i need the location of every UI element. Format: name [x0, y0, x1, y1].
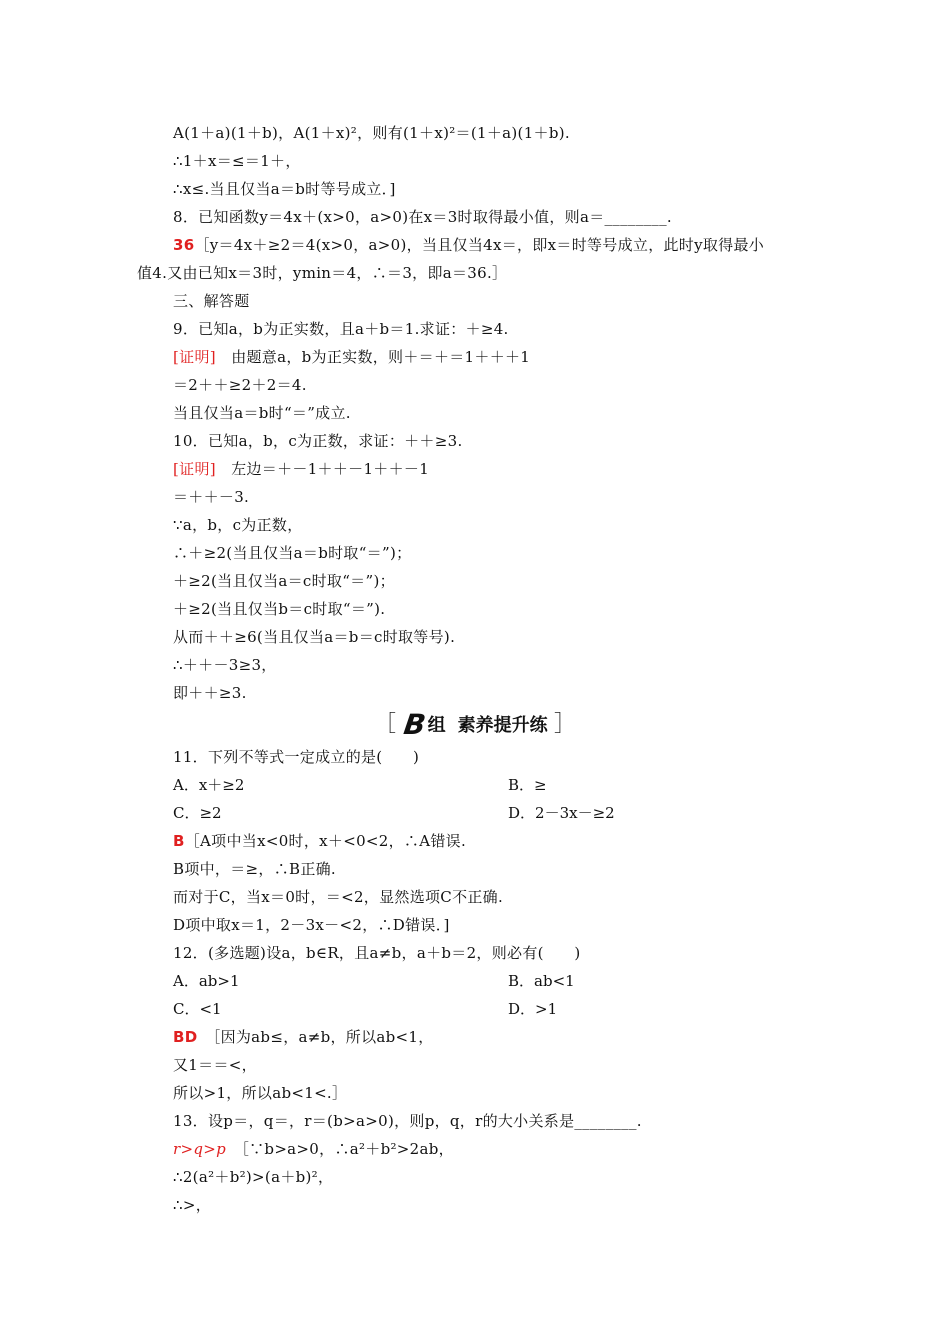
text-line: [173, 207, 672, 227]
line-text: 左边＝＋－1＋＋－1＋＋－1: [215, 460, 430, 478]
answer-label: [证明]: [173, 348, 216, 366]
text-line: [173, 1027, 434, 1047]
answer-label: B: [173, 832, 185, 850]
text-line: [173, 375, 307, 395]
text-line: [173, 515, 303, 535]
line-text: ＋≥2(当且仅当a＝c时取“＝”)；: [173, 572, 395, 590]
line-text: ［因为ab≤，a≠b，所以ab<1，: [197, 1028, 434, 1046]
answer-label: 36: [173, 236, 195, 254]
text-line: [173, 571, 395, 591]
line-text: B项中，＝≥，∴B正确.: [173, 860, 336, 878]
q12-option-b: B．ab<1: [508, 972, 575, 990]
text-line: [173, 1167, 333, 1187]
text-line: [173, 123, 570, 143]
q11-option-a: A．x＋≥2: [173, 776, 245, 794]
line-text: ∴2(a²＋b²)>(a＋b)²，: [173, 1168, 334, 1186]
line-text: 从而＋＋≥6(当且仅当a＝b＝c时取等号).: [173, 628, 456, 646]
answer-label: [证明]: [173, 460, 216, 478]
q11-option-d: D．2－3x－≥2: [508, 804, 615, 822]
line-text: ∴1＋x＝≤＝1＋，: [173, 152, 301, 170]
text-line: [173, 1139, 454, 1159]
q12-option-a: A．ab>1: [173, 972, 240, 990]
text-line: [173, 599, 385, 619]
answer-label: r>q>p: [173, 1140, 227, 1158]
line-text: ＝＋＋－3.: [173, 488, 250, 506]
line-text: ［y＝4x＋≥2＝4(x>0，a>0)，当且仅当4x＝，即x＝时等号成立，此时y取得最小: [194, 236, 765, 254]
text-line: [173, 1111, 642, 1131]
line-text: D项中取x＝1，2－3x－<2，∴D错误．]: [173, 916, 450, 934]
text-line: [173, 683, 247, 703]
line-text: 11．下列不等式一定成立的是( ): [173, 748, 420, 766]
line-text: ＋≥2(当且仅当b＝c时取“＝”).: [173, 600, 386, 618]
q12-option-c: C．<1: [173, 1000, 222, 1018]
text-line: [173, 431, 463, 451]
text-line: [173, 319, 509, 339]
line-text: ＝2＋＋≥2＋2＝4.: [173, 376, 307, 394]
line-text: 当且仅当a＝b时“＝”成立.: [173, 404, 351, 422]
section-bracket-left: ［: [374, 712, 397, 737]
text-line: [173, 543, 411, 563]
text-line: [173, 347, 530, 367]
text-line: [173, 747, 419, 767]
text-line: [173, 235, 764, 255]
line-text: 9．已知a，b为正实数，且a＋b＝1.求证：＋≥4.: [173, 320, 509, 338]
line-text: 13．设p＝，q＝，r＝(b>a>0)，则p，q，r的大小关系是________.: [173, 1112, 642, 1130]
text-line: [173, 627, 455, 647]
text-line: [173, 459, 429, 479]
section-title: 素养提升练: [457, 715, 548, 736]
line-text: A(1＋a)(1＋b)，A(1＋x)²，则有(1＋x)²＝(1＋a)(1＋b).: [173, 124, 570, 142]
text-line: [173, 151, 301, 171]
line-text: ∴＋＋－3≥3，: [173, 656, 277, 674]
text-line: [173, 887, 503, 907]
line-text: 所以>1，所以ab<1<.］: [173, 1084, 348, 1102]
q11-option-b: B．≥: [508, 776, 547, 794]
text-line: [173, 179, 396, 199]
line-text: ∴>，: [173, 1196, 212, 1214]
line-text: 12．(多选题)设a，b∈R，且a≠b，a＋b＝2，则必有( ): [173, 944, 581, 962]
text-line: [137, 263, 507, 283]
text-line: [173, 403, 351, 423]
line-text: 8．已知函数y＝4x＋(x>0，a>0)在x＝3时取得最小值，则a＝________.: [173, 208, 672, 226]
line-text: 10．已知a，b，c为正数，求证：＋＋≥3.: [173, 432, 463, 450]
text-line: [173, 487, 249, 507]
line-text: ∴x≤.当且仅当a＝b时等号成立．]: [173, 180, 396, 198]
section-letter: B: [402, 708, 429, 741]
line-text: 值4.又由已知x＝3时，ymin＝4，∴＝3，即a＝36.］: [137, 264, 508, 282]
line-text: 而对于C，当x＝0时，＝<2，显然选项C不正确.: [173, 888, 504, 906]
q11-option-c: C．≥2: [173, 804, 222, 822]
line-text: 即＋＋≥3.: [173, 684, 247, 702]
line-text: 三、解答题: [173, 292, 250, 310]
text-line: [173, 859, 336, 879]
text-line: [173, 291, 250, 311]
text-line: [173, 1055, 257, 1075]
q12-option-d: D．>1: [508, 1000, 558, 1018]
line-text: ∴＋≥2(当且仅当a＝b时取“＝”)；: [173, 544, 412, 562]
line-text: 由题意a，b为正实数，则＋＝＋＝1＋＋＋1: [215, 348, 531, 366]
line-text: ［∵b>a>0，∴a²＋b²>2ab，: [226, 1140, 454, 1158]
answer-label: BD: [173, 1028, 198, 1046]
text-line: [173, 831, 466, 851]
section-group: 组: [427, 715, 446, 736]
section-header-b: [0, 708, 950, 741]
text-line: [173, 1195, 211, 1215]
text-line: [173, 655, 277, 675]
line-text: 又1＝＝<，: [173, 1056, 257, 1074]
line-text: ∵a，b，c为正数，: [173, 516, 303, 534]
text-line: [173, 943, 581, 963]
text-line: [173, 1083, 347, 1103]
section-bracket-right: ］: [553, 712, 576, 737]
line-text: ［A项中当x<0时，x＋<0<2，∴A错误.: [184, 832, 467, 850]
text-line: [173, 915, 450, 935]
